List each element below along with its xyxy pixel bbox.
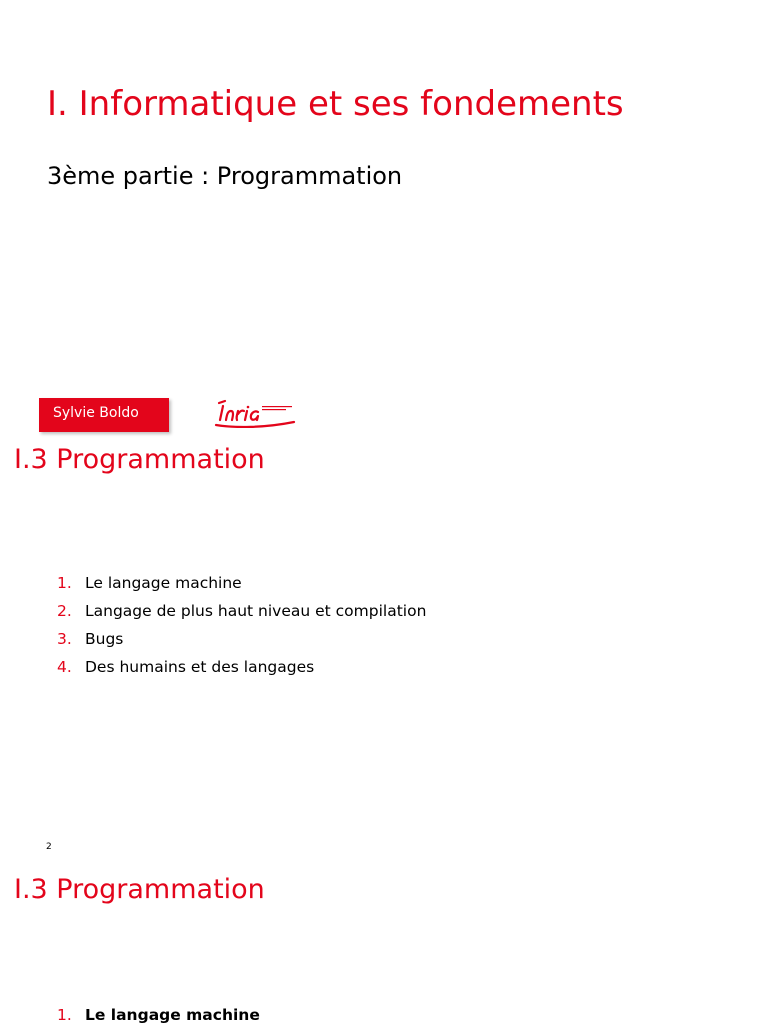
page-number: 2 xyxy=(46,842,52,852)
outline-item-label: Le langage machine xyxy=(85,574,242,592)
outline-item xyxy=(57,625,426,653)
frame-title: I.3 Programmation xyxy=(14,444,265,475)
outline-item-number: 2. xyxy=(57,602,72,620)
outline-item-number: 3. xyxy=(57,630,72,648)
author-badge: Sylvie Boldo xyxy=(39,398,169,432)
outline-item-label: Des humains et des langages xyxy=(85,658,315,676)
title-slide xyxy=(0,0,768,432)
outline-list xyxy=(57,1001,260,1029)
outline-item xyxy=(57,569,426,597)
outline-list xyxy=(57,569,426,681)
outline-item-label: Bugs xyxy=(85,630,124,648)
outline-item xyxy=(57,597,426,625)
outline-slide-highlighted xyxy=(0,864,768,1024)
frame-title: I.3 Programmation xyxy=(14,874,265,905)
outline-item-number: 4. xyxy=(57,658,72,676)
outline-item-active xyxy=(57,1001,260,1029)
inria-logo xyxy=(214,398,298,428)
outline-slide xyxy=(0,432,768,864)
outline-item-number: 1. xyxy=(57,1006,72,1024)
subtitle: 3ème partie : Programmation xyxy=(47,162,403,190)
main-title: I. Informatique et ses fondements xyxy=(47,84,624,124)
outline-item-number: 1. xyxy=(57,574,72,592)
outline-item xyxy=(57,653,426,681)
outline-item-label: Langage de plus haut niveau et compilation xyxy=(85,602,427,620)
outline-item-label: Le langage machine xyxy=(85,1006,260,1024)
